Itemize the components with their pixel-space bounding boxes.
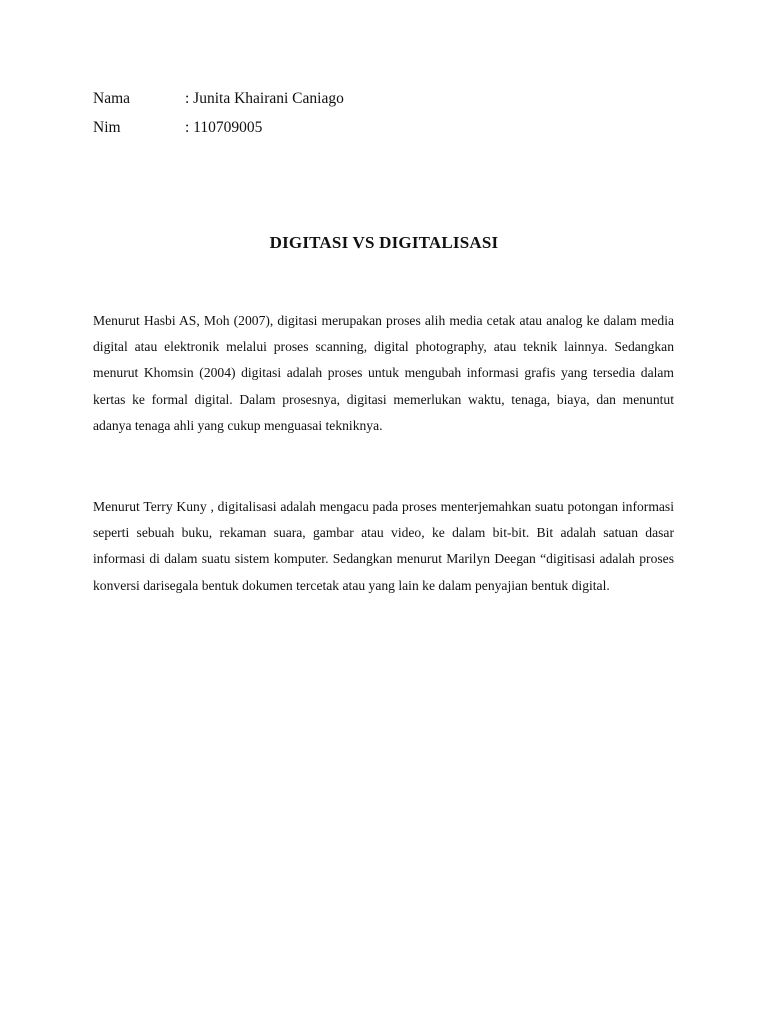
nim-label: Nim <box>93 119 121 136</box>
nim-value: : 110709005 <box>185 119 263 136</box>
name-value: : Junita Khairani Caniago <box>185 90 344 107</box>
nim-row <box>93 118 262 138</box>
name-row <box>93 89 344 109</box>
name-label: Nama <box>93 90 131 107</box>
document-title: DIGITASI VS DIGITALISASI <box>269 233 499 252</box>
paragraph-digitalisasi: Menurut Terry Kuny , digitalisasi adalah mengacu pada proses menterjemahkan suatu potongan informasi seperti sebuah buku, rekaman suara, gambar atau video, ke dalam bit-bit. Bit adalah satuan dasar informasi di dalam suatu sistem komputer. Sedangkan menurut Marilyn Deegan “digitisasi adalah proses konversi darisegala bentuk dokumen tercetak atau yang lain ke dalam penyajian bentuk digital. <box>93 499 674 593</box>
paragraph-digitasi: Menurut Hasbi AS, Moh (2007), digitasi merupakan proses alih media cetak atau analog ke dalam media digital atau elektronik melalui proses scanning, digital photography, atau teknik lainnya. Sedangkan menurut Khomsin (2004) digitasi adalah proses untuk mengubah informasi grafis yang tersedia dalam kertas ke formal digital. Dalam prosesnya, digitasi memerlukan waktu, tenaga, biaya, dan menuntut adanya tenaga ahli yang cukup menguasai tekniknya. <box>93 313 674 433</box>
